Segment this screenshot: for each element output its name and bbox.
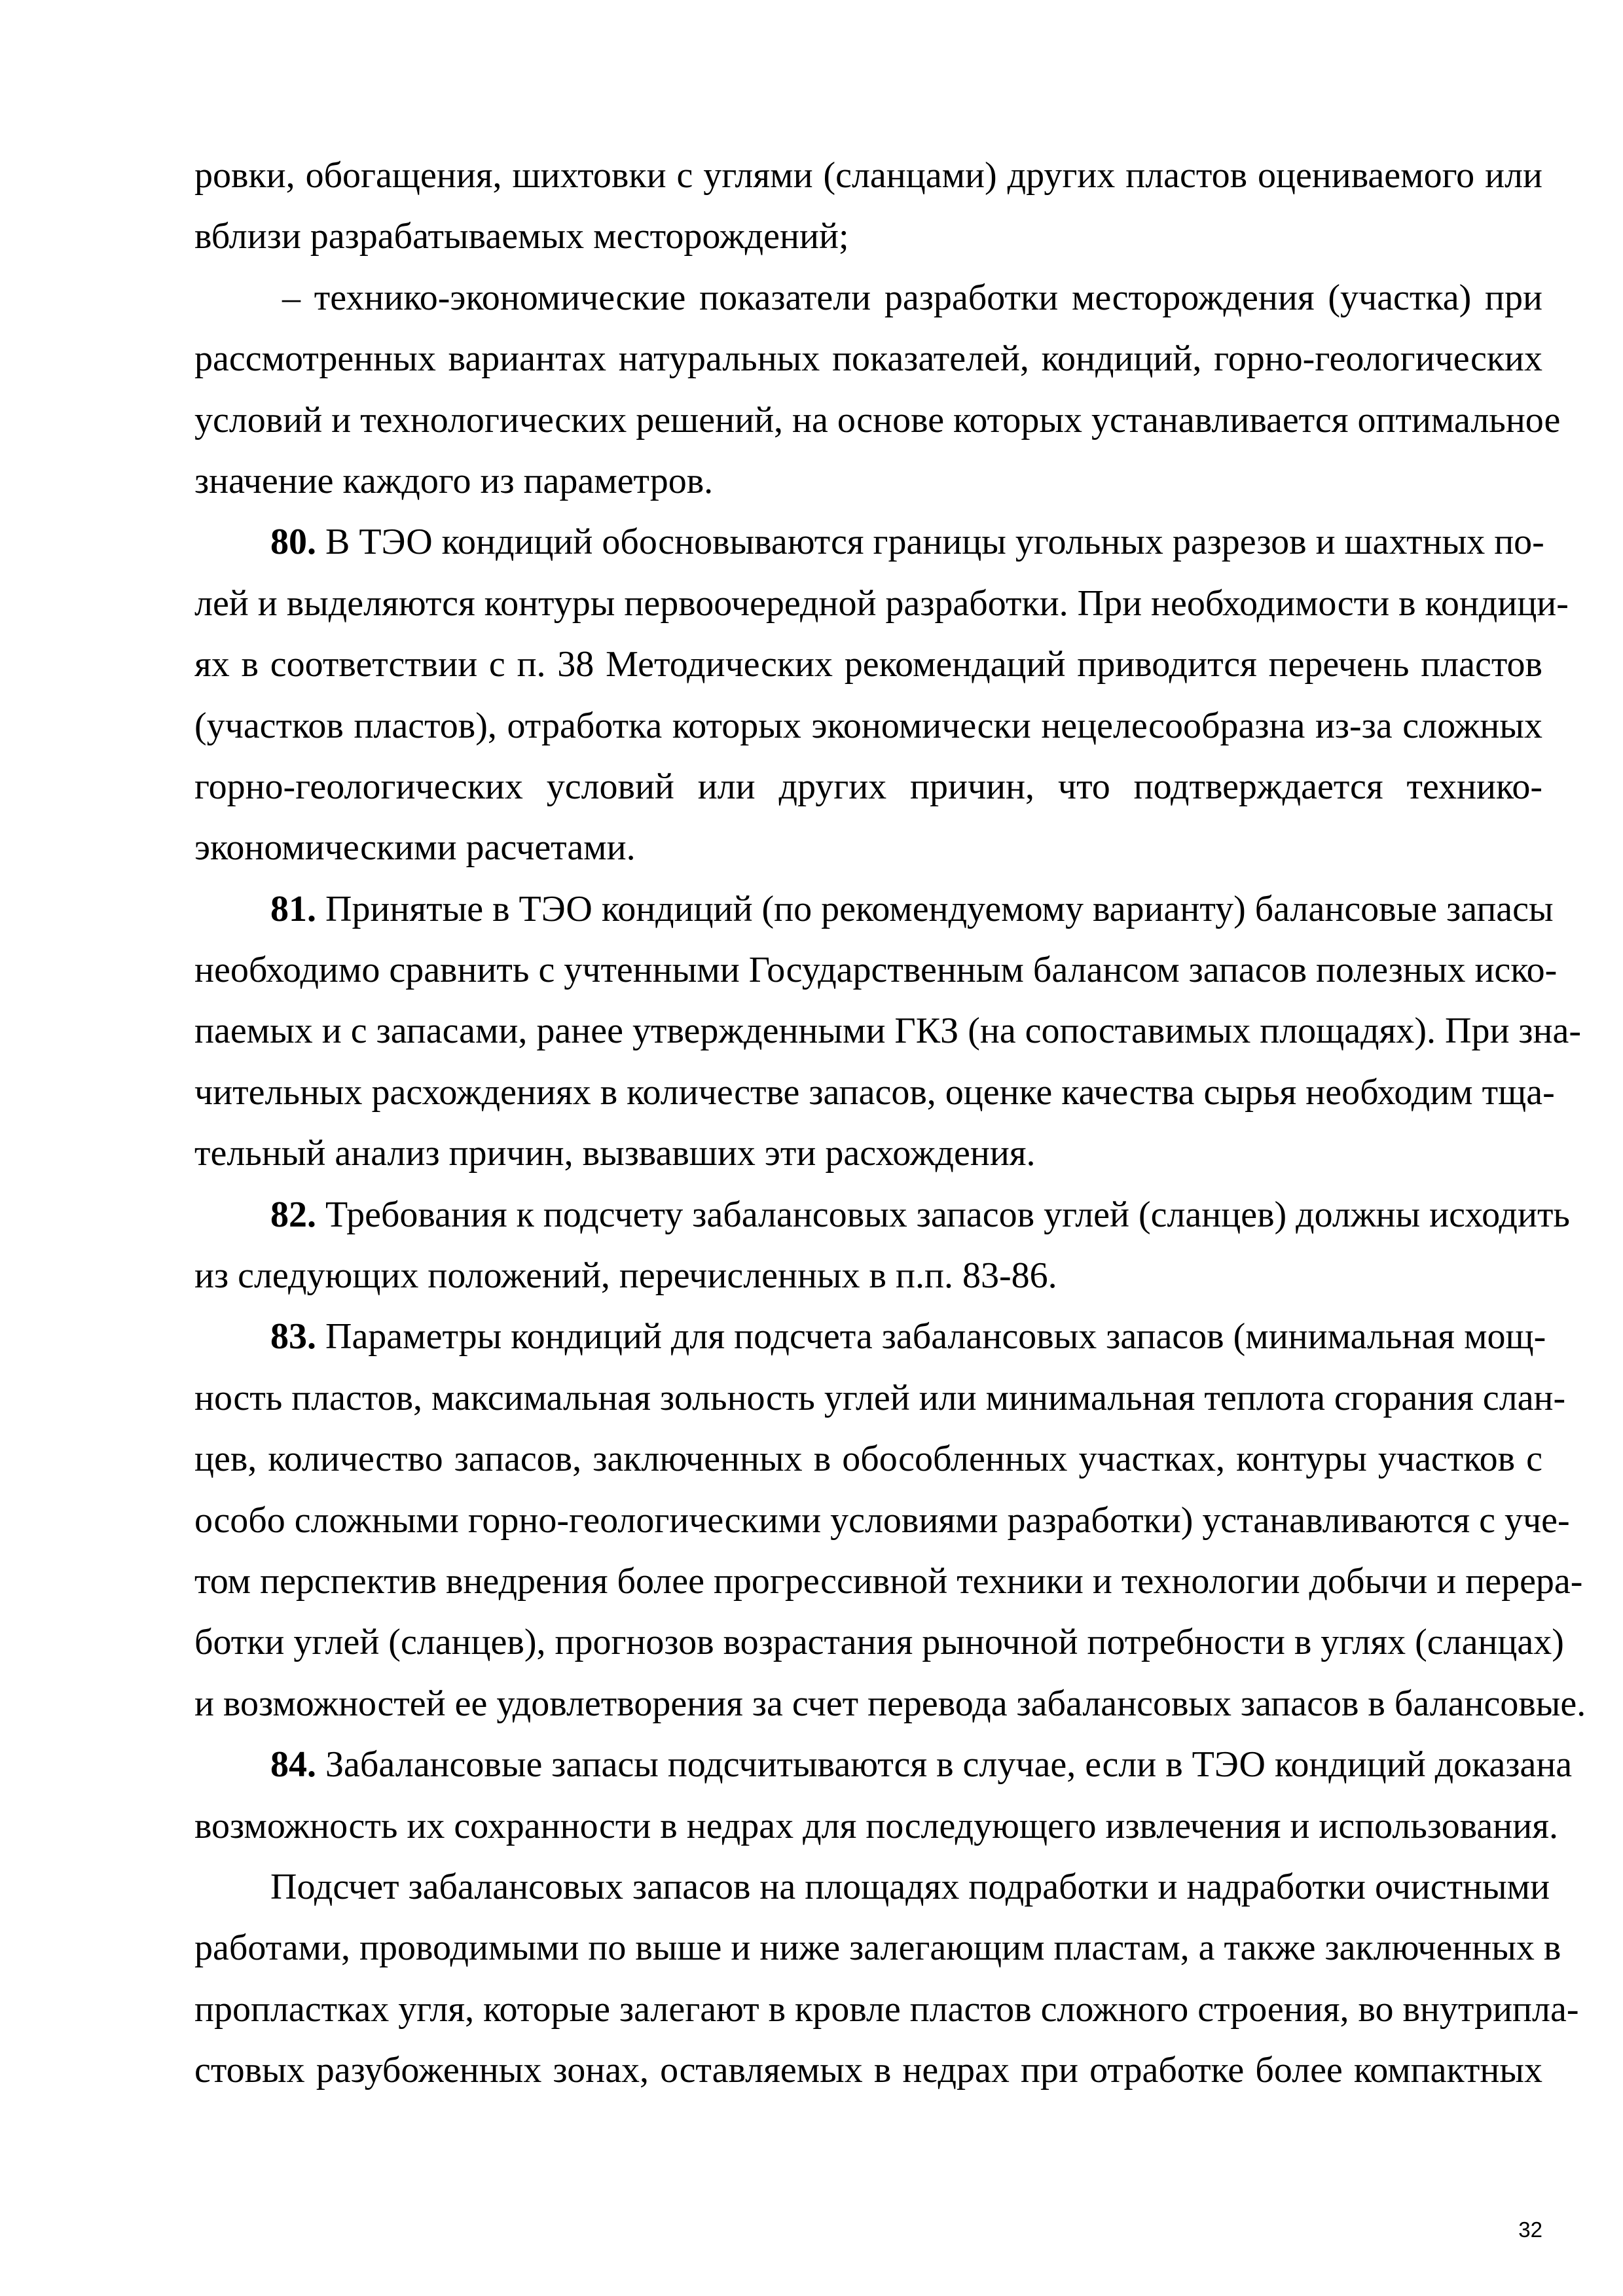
- text-line: [194, 512, 1542, 573]
- line-text: том перспектив внедрения более прогрессивной техники и технологии добычи и перера-: [194, 1560, 1583, 1602]
- line-text: экономическими расчетами.: [194, 827, 636, 869]
- text-line: [194, 1490, 1570, 1551]
- text-line: [194, 329, 1542, 389]
- line-text: чительных расхождениях в количестве запасов, оценке качества сырья необходим тща-: [194, 1071, 1555, 1113]
- text-line: [194, 1857, 1550, 1918]
- text-line: [194, 390, 1561, 451]
- line-text: возможность их сохранности в недрах для последующего извлечения и использования.: [194, 1805, 1558, 1846]
- text-line: [194, 1612, 1564, 1673]
- text-line: [194, 1734, 1573, 1795]
- line-text: ях в соответствии с п. 38 Методических рекомендаций приводится перечень пластов: [194, 644, 1542, 685]
- line-text: рассмотренных вариантах натуральных показателей, кондиций, горно-геологических: [194, 338, 1542, 380]
- text-line: [194, 1246, 1542, 1306]
- line-text: вблизи разрабатываемых месторождений;: [194, 216, 849, 257]
- text-line: [194, 1918, 1561, 1979]
- text-line: [194, 2040, 1542, 2101]
- paragraph-number: 84.: [270, 1744, 316, 1785]
- paragraph: [194, 268, 1561, 512]
- line-text: ность пластов, максимальная зольность углей или минимальная теплота сгорания слан-: [194, 1377, 1566, 1418]
- paragraph-82: [194, 1185, 1570, 1307]
- text-line: [194, 1123, 1542, 1184]
- text-line: [194, 451, 1542, 512]
- text-line: [194, 634, 1542, 695]
- line-text: значение каждого из параметров.: [194, 460, 714, 501]
- paragraph-number: 80.: [270, 522, 316, 563]
- text-line: [194, 757, 1542, 817]
- paragraph-80: [194, 512, 1569, 878]
- line-text: Параметры кондиций для подсчета забалансовых запасов (минимальная мощ-: [325, 1316, 1546, 1357]
- text-line: [194, 940, 1558, 1001]
- line-text: тельный анализ причин, вызвавших эти расхождения.: [194, 1133, 1036, 1174]
- line-text: В ТЭО кондиций обосновываются границы угольных разрезов и шахтных по-: [325, 522, 1544, 563]
- line-text: лей и выделяются контуры первоочередной разработки. При необходимости в кондици-: [194, 583, 1569, 624]
- text-line: [194, 573, 1569, 634]
- line-text: Требования к подсчету забалансовых запасов углей (сланцев) должны исходить: [325, 1194, 1570, 1235]
- text-line: [194, 879, 1554, 940]
- text-line: [194, 268, 1542, 329]
- paragraph: [194, 145, 1542, 268]
- text-line: [194, 1796, 1558, 1857]
- paragraph-81: [194, 879, 1582, 1185]
- text-line: [194, 1062, 1555, 1123]
- line-text: горно-геологических условий или других причин, что подтверждается технико-: [194, 766, 1542, 807]
- text-line: [194, 1001, 1582, 1062]
- line-text: особо сложными горно-геологическими условиями разработки) устанавливаются с уче-: [194, 1499, 1570, 1541]
- page-number: 32: [1518, 2217, 1542, 2242]
- line-text: цев, количество запасов, заключенных в обособленных участках, контуры участков с: [194, 1439, 1542, 1480]
- text-line: [194, 145, 1542, 206]
- paragraph-number: 82.: [270, 1194, 316, 1235]
- text-line: [194, 696, 1542, 757]
- paragraph-number: 83.: [270, 1316, 316, 1357]
- line-text: Принятые в ТЭО кондиций (по рекомендуемому варианту) балансовые запасы: [325, 888, 1554, 929]
- line-text: ровки, обогащения, шихтовки с углями (сланцами) других пластов оцениваемого или: [194, 155, 1542, 196]
- text-line: [194, 1368, 1566, 1429]
- text-line: [194, 1306, 1546, 1367]
- text-line: [194, 206, 1542, 267]
- line-text: паемых и с запасами, ранее утвержденными ГКЗ (на сопоставимых площадях). При зна-: [194, 1011, 1582, 1052]
- text-line: [194, 1551, 1583, 1612]
- line-text: – технико-экономические показатели разработки месторождения (участка) при: [282, 277, 1542, 318]
- paragraph-83: [194, 1306, 1586, 1734]
- line-text: пропластках угля, которые залегают в кровле пластов сложного строения, во внутрипла-: [194, 1988, 1579, 2030]
- text-line: [194, 1674, 1586, 1734]
- line-text: Забалансовые запасы подсчитываются в случае, если в ТЭО кондиций доказана: [325, 1744, 1573, 1785]
- document-body: [194, 145, 1586, 2102]
- line-text: условий и технологических решений, на основе которых устанавливается оптимальное: [194, 399, 1561, 440]
- paragraph-84: [194, 1734, 1573, 1857]
- paragraph: [194, 1857, 1579, 2102]
- text-line: [194, 1429, 1542, 1490]
- paragraph-number: 81.: [270, 888, 316, 929]
- line-text: и возможностей ее удовлетворения за счет перевода забалансовых запасов в балансовые.: [194, 1683, 1586, 1724]
- line-text: (участков пластов), отработка которых экономически нецелесообразна из-за сложных: [194, 705, 1542, 746]
- line-text: стовых разубоженных зонах, оставляемых в недрах при отработке более компактных: [194, 2050, 1542, 2091]
- line-text: работами, проводимыми по выше и ниже залегающим пластам, а также заключенных в: [194, 1928, 1561, 1969]
- line-text: ботки углей (сланцев), прогнозов возрастания рыночной потребности в углях (сланцах): [194, 1622, 1564, 1663]
- line-text: из следующих положений, перечисленных в п.п. 83-86.: [194, 1255, 1057, 1297]
- text-line: [194, 1185, 1570, 1246]
- line-text: Подсчет забалансовых запасов на площадях подработки и надработки очистными: [270, 1866, 1550, 1907]
- line-text: необходимо сравнить с учтенными Государственным балансом запасов полезных иско-: [194, 950, 1558, 991]
- text-line: [194, 817, 1542, 878]
- text-line: [194, 1979, 1579, 2040]
